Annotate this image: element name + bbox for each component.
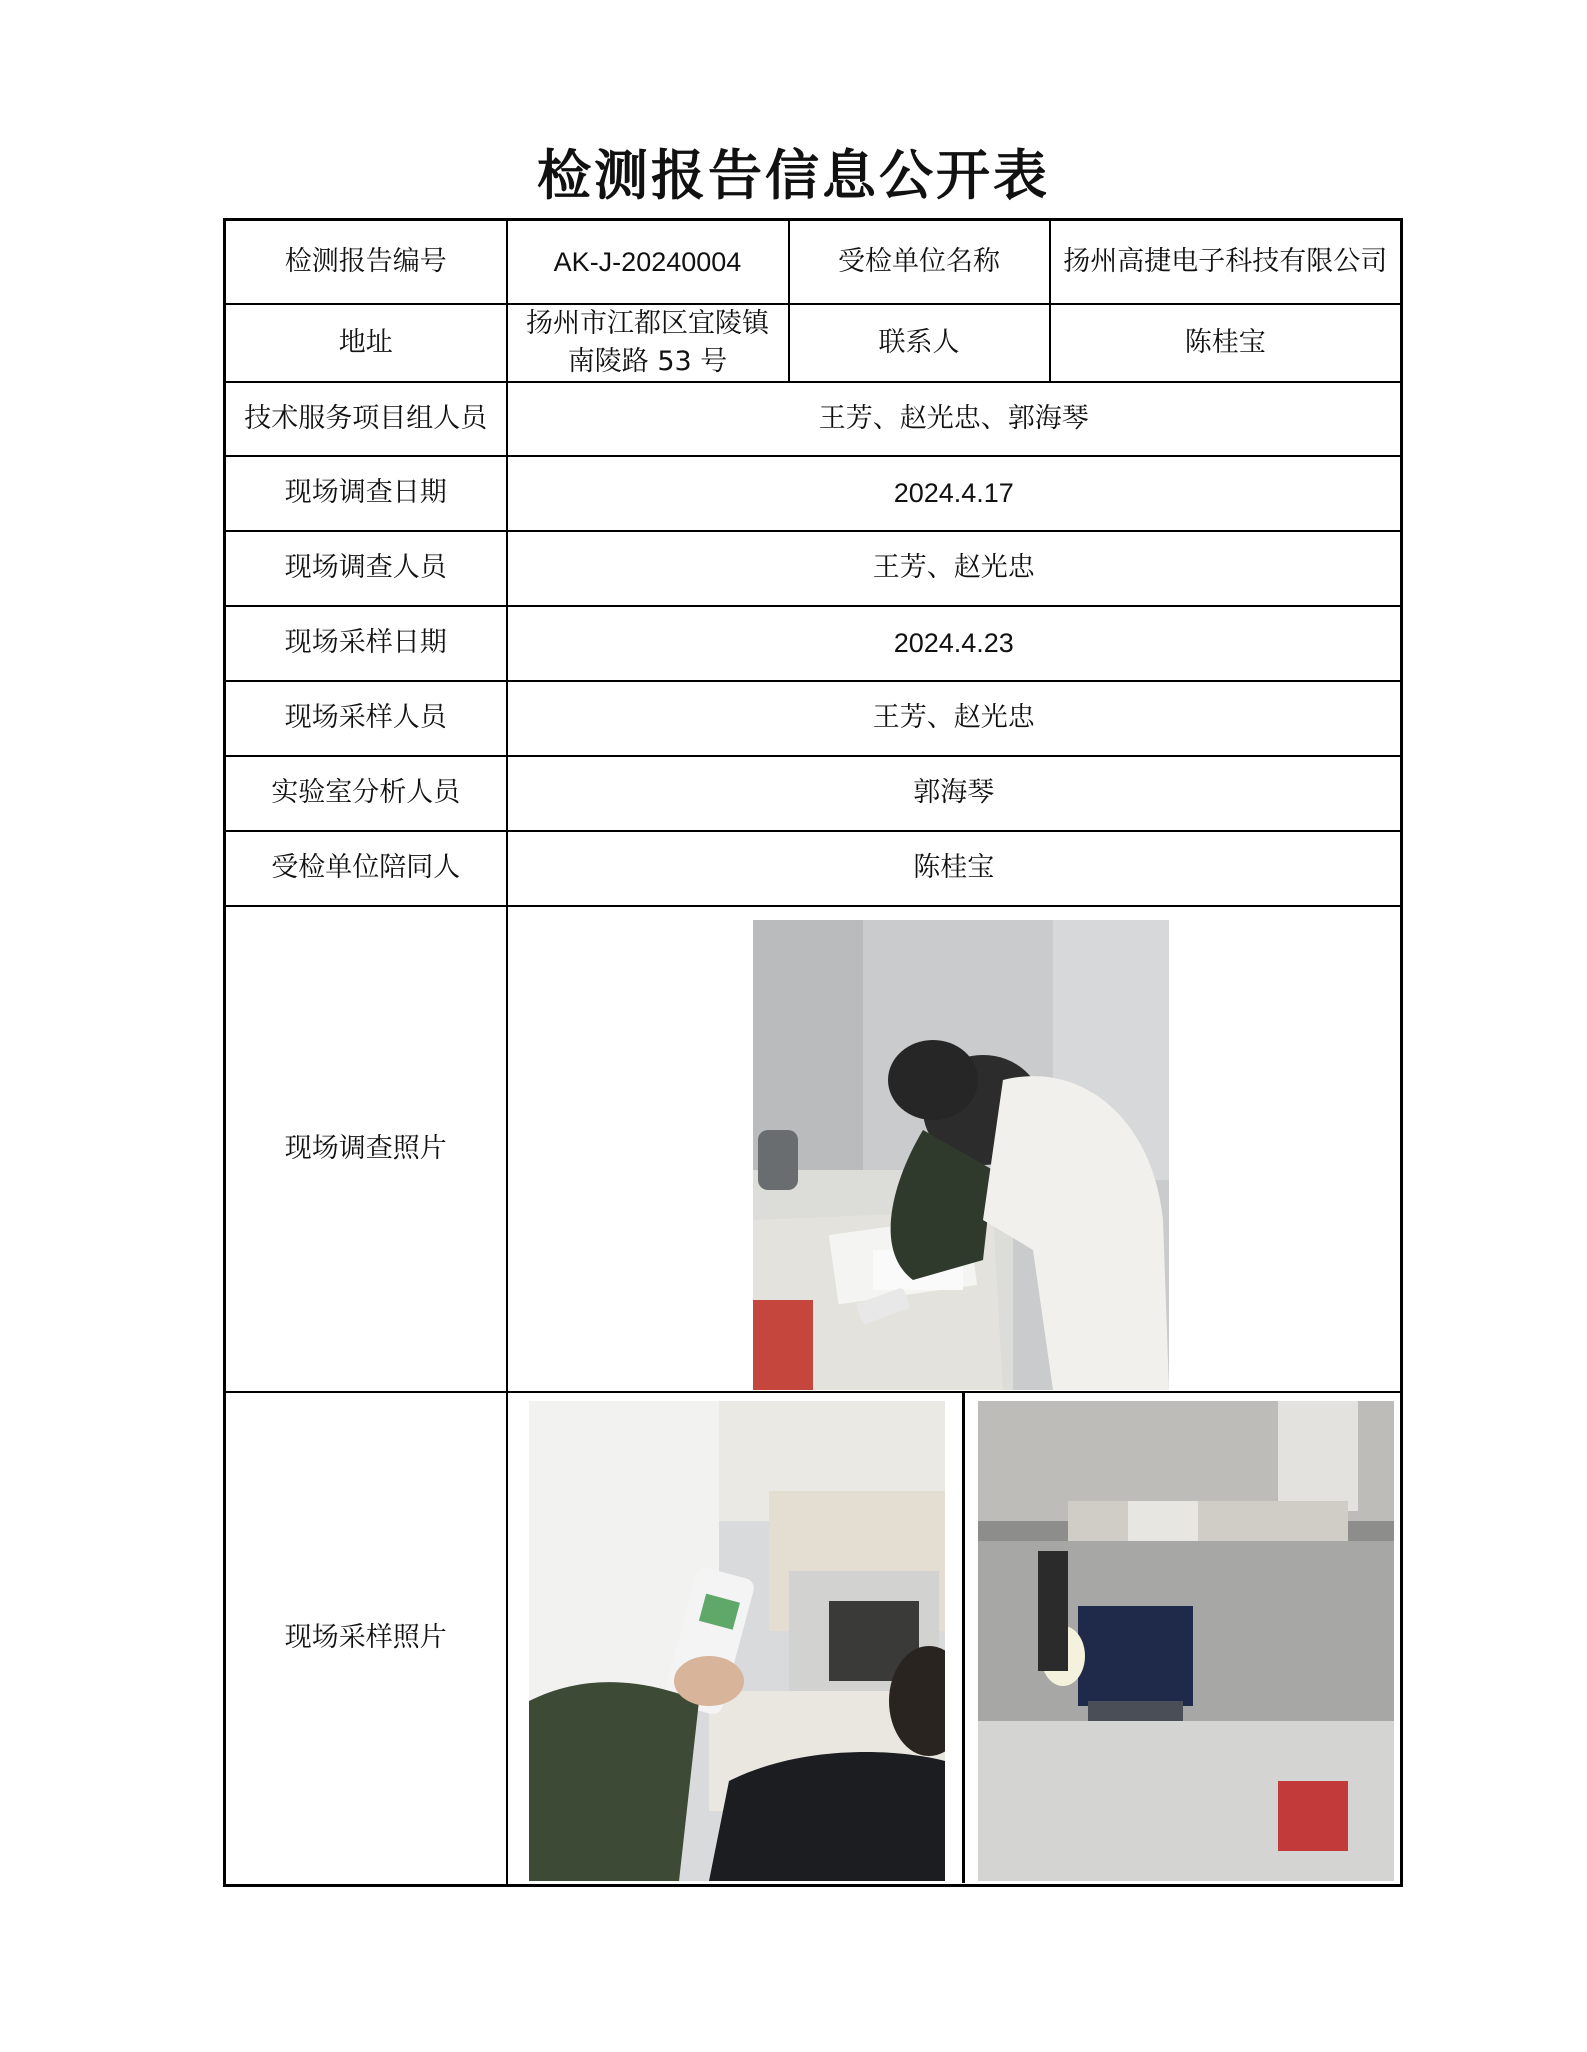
survey-date-value: 2024.4.17 [507,456,1402,531]
report-no-label: 检测报告编号 [225,220,507,304]
sampling-date-label: 现场采样日期 [225,606,507,681]
info-table [223,218,1403,1887]
unit-name-value: 扬州高捷电子科技有限公司 [1050,220,1402,304]
sampling-photo-label: 现场采样照片 [225,1392,507,1886]
address-value: 扬州市江都区宜陵镇南陵路 53 号 [507,304,789,382]
address-label: 地址 [225,304,507,382]
table-row [225,531,1402,606]
survey-photo-label: 现场调查照片 [225,906,507,1392]
table-row [225,606,1402,681]
lab-staff-label: 实验室分析人员 [225,756,507,831]
contact-value: 陈桂宝 [1050,304,1402,382]
survey-staff-value: 王芳、赵光忠 [507,531,1402,606]
sampling-photo-1 [529,1401,945,1881]
sampling-photo-2 [978,1401,1394,1881]
table-row [225,831,1402,906]
table-row [225,1392,1402,1886]
contact-label: 联系人 [789,304,1050,382]
report-no-value: AK-J-20240004 [507,220,789,304]
lab-staff-value: 郭海琴 [507,756,1402,831]
table-row [225,220,1402,304]
escort-label: 受检单位陪同人 [225,831,507,906]
table-row [225,681,1402,756]
table-row [225,304,1402,382]
table-row [225,382,1402,456]
table-row [225,906,1402,1392]
survey-photo [753,920,1169,1390]
team-label: 技术服务项目组人员 [225,382,507,456]
unit-name-label: 受检单位名称 [789,220,1050,304]
table-row [225,756,1402,831]
sampling-staff-value: 王芳、赵光忠 [507,681,1402,756]
survey-staff-label: 现场调查人员 [225,531,507,606]
sampling-date-value: 2024.4.23 [507,606,1402,681]
sampling-staff-label: 现场采样人员 [225,681,507,756]
escort-value: 陈桂宝 [507,831,1402,906]
page-title: 检测报告信息公开表 [537,143,1050,207]
table-row [225,456,1402,531]
survey-date-label: 现场调查日期 [225,456,507,531]
photo-divider [962,1393,965,1883]
team-value: 王芳、赵光忠、郭海琴 [507,382,1402,456]
